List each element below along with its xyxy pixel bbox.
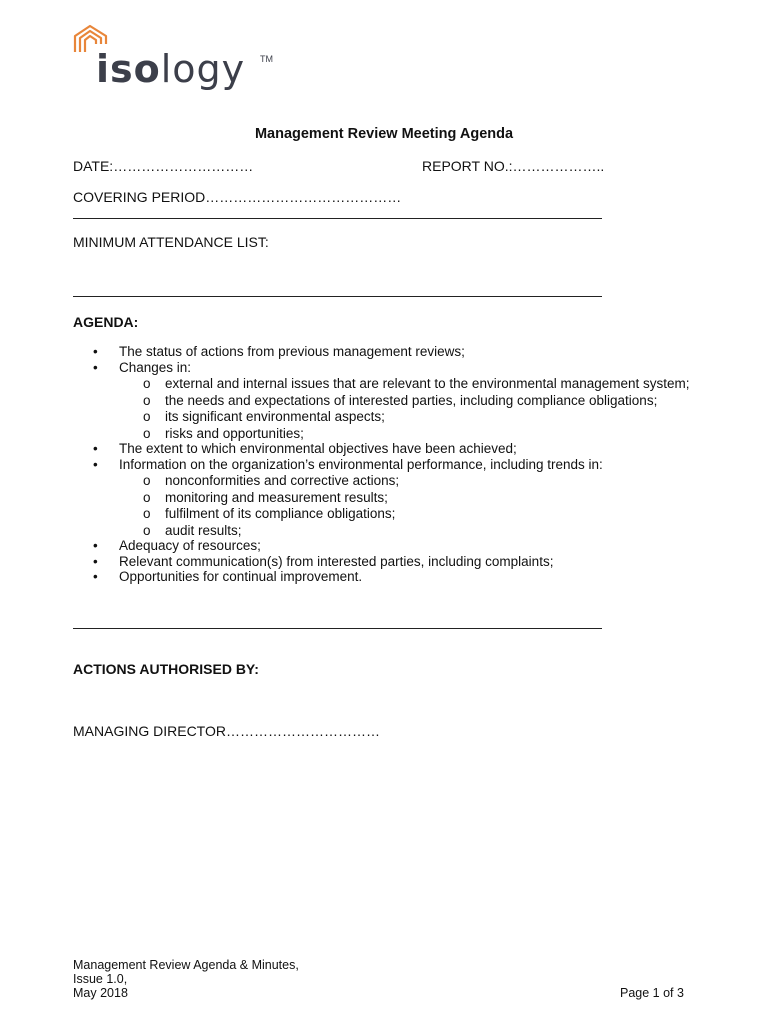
bullet-icon: • xyxy=(93,359,98,375)
sub-bullet-icon: o xyxy=(143,473,151,488)
bullet-icon: • xyxy=(93,344,98,359)
covering-period-field: COVERING PERIOD…………………………………… xyxy=(73,189,402,205)
bullet-icon: • xyxy=(93,569,98,584)
agenda-item xyxy=(73,554,713,570)
footer-line: Management Review Agenda & Minutes, xyxy=(73,958,299,972)
agenda-subitem xyxy=(119,523,713,539)
agenda-subitem xyxy=(119,426,713,442)
sub-bullet-icon: o xyxy=(143,392,151,408)
company-logo xyxy=(72,22,282,94)
managing-director-field: MANAGING DIRECTOR…………………………… xyxy=(73,723,380,739)
agenda-item-text: Relevant communication(s) from interested parties, including complaints; xyxy=(119,553,554,569)
footer-document-info xyxy=(73,958,299,1000)
agenda-subitem xyxy=(119,376,713,392)
bullet-icon: • xyxy=(93,553,98,569)
agenda-subitem-text: nonconformities and corrective actions; xyxy=(165,473,400,488)
divider xyxy=(73,628,602,629)
agenda-item-text: Opportunities for continual improvement. xyxy=(119,569,363,584)
agenda-subitem-text: fulfilment of its compliance obligations; xyxy=(165,506,396,521)
agenda-subitem-text: its significant environmental aspects; xyxy=(165,409,385,424)
agenda-subitem-text: external and internal issues that are relevant to the environmental management system; xyxy=(165,376,690,391)
logo-wordmark xyxy=(96,47,246,91)
sub-bullet-icon: o xyxy=(143,425,151,441)
agenda-item xyxy=(73,344,713,360)
agenda-subitem xyxy=(119,393,713,409)
bullet-icon: • xyxy=(93,456,98,472)
agenda-item-text: Changes in: xyxy=(119,359,192,375)
agenda-item xyxy=(73,457,713,539)
agenda-item xyxy=(73,441,713,457)
document-title: Management Review Meeting Agenda xyxy=(254,126,514,142)
sub-bullet-icon: o xyxy=(143,409,151,424)
trademark-mark: TM xyxy=(260,54,273,64)
date-field: DATE:………………………… xyxy=(73,158,254,174)
agenda-item-text: Information on the organization’s environmental performance, including trends in: xyxy=(119,456,603,472)
agenda-item xyxy=(73,569,713,585)
divider xyxy=(73,296,602,297)
agenda-subitem xyxy=(119,506,713,522)
logo-text-bold: iso xyxy=(96,47,161,91)
actions-authorised-heading: ACTIONS AUTHORISED BY: xyxy=(73,661,259,677)
agenda-item-text: The extent to which environmental objectives have been achieved; xyxy=(119,441,517,456)
agenda-sublist xyxy=(119,473,713,538)
agenda-subitem xyxy=(119,473,713,489)
agenda-subitem xyxy=(119,409,713,425)
page-number: Page 1 of 3 xyxy=(620,986,684,1000)
sub-bullet-icon: o xyxy=(143,506,151,521)
footer-line: May 2018 xyxy=(73,986,128,1000)
agenda-subitem-text: risks and opportunities; xyxy=(165,425,304,441)
report-no-field: REPORT NO.:……………….. xyxy=(422,158,605,174)
agenda-item xyxy=(73,360,713,442)
agenda-item xyxy=(73,538,713,554)
agenda-item-text: Adequacy of resources; xyxy=(119,538,261,553)
agenda-heading: AGENDA: xyxy=(73,314,139,330)
agenda-item-text: The status of actions from previous management reviews; xyxy=(119,344,465,359)
bullet-icon: • xyxy=(93,538,98,553)
minimum-attendance-label: MINIMUM ATTENDANCE LIST: xyxy=(73,234,269,250)
sub-bullet-icon: o xyxy=(143,376,151,391)
divider xyxy=(73,218,602,219)
footer-line: Issue 1.0, xyxy=(73,972,128,986)
agenda-sublist xyxy=(119,376,713,441)
agenda-list xyxy=(73,344,713,585)
logo-text-light: logy xyxy=(160,47,246,91)
sub-bullet-icon: o xyxy=(143,489,151,505)
agenda-subitem xyxy=(119,490,713,506)
sub-bullet-icon: o xyxy=(143,522,151,538)
agenda-subitem-text: monitoring and measurement results; xyxy=(165,489,388,505)
agenda-subitem-text: the needs and expectations of interested parties, including compliance obligations; xyxy=(165,392,658,408)
agenda-subitem-text: audit results; xyxy=(165,522,242,538)
bullet-icon: • xyxy=(93,441,98,456)
